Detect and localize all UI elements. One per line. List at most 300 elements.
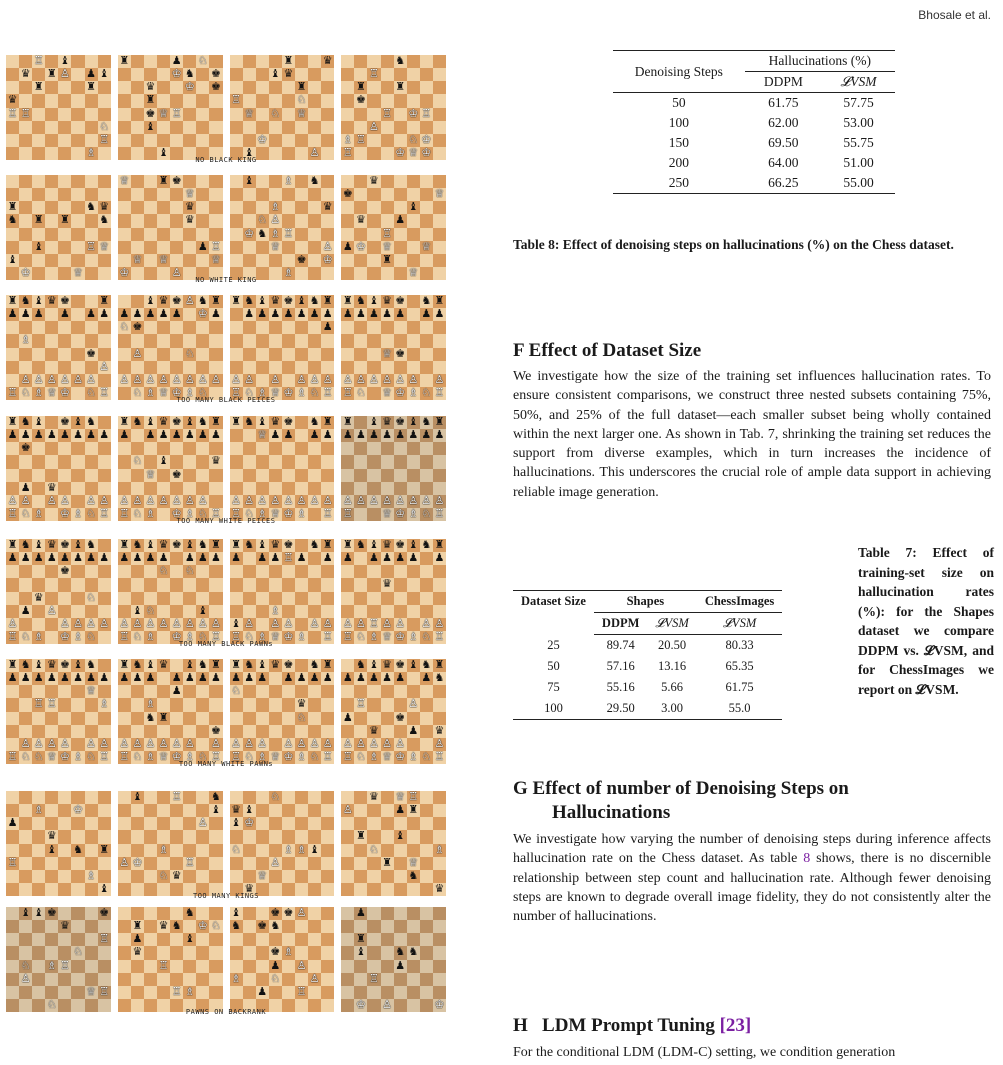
chess-piece: ♝: [244, 146, 255, 159]
chess-piece: ♙: [408, 698, 419, 711]
chess-piece: ♘: [46, 998, 57, 1011]
chess-piece: ♙: [20, 737, 31, 750]
chess-piece: ♚: [395, 295, 406, 308]
chess-piece: ♛: [270, 295, 281, 308]
chess-piece: ♟: [421, 429, 432, 442]
chess-piece: ♔: [395, 507, 406, 520]
t7-cell: 55.0: [697, 698, 782, 720]
chess-board: [230, 295, 335, 400]
chess-piece: ♟: [408, 724, 419, 737]
chess-piece: ♟: [20, 481, 31, 494]
running-head: Bhosale et al.: [918, 8, 991, 22]
section-h-paragraph: For the conditional LDM (LDM-C) setting, we condition generation: [513, 1045, 896, 1060]
chess-piece: ♕: [382, 750, 393, 763]
chess-piece: ♖: [355, 133, 366, 146]
chess-piece: ♖: [7, 630, 18, 643]
chess-piece: ♘: [244, 507, 255, 520]
chess-piece: ♟: [20, 604, 31, 617]
chess-board: [230, 659, 335, 764]
t8-sub-header: DDPM: [745, 72, 822, 93]
chess-piece: ♛: [434, 724, 445, 737]
chess-piece: ♚: [59, 565, 70, 578]
chess-piece: ♟: [395, 552, 406, 565]
chess-piece: ♚: [283, 539, 294, 552]
chess-piece: ♖: [171, 985, 182, 998]
chess-piece: ♙: [322, 737, 333, 750]
chess-piece: ♚: [59, 416, 70, 429]
chess-piece: ♟: [257, 672, 268, 685]
chess-piece: ♙: [244, 373, 255, 386]
chess-piece: ♖: [46, 698, 57, 711]
chess-piece: ♛: [283, 68, 294, 81]
chess-piece: ♛: [369, 791, 379, 804]
chess-piece: ♖: [7, 750, 18, 763]
chess-piece: ♘: [421, 386, 432, 399]
section-f-title: F Effect of Dataset Size: [513, 340, 702, 361]
chess-piece: ♘: [197, 750, 208, 763]
chess-piece: ♞: [395, 946, 406, 959]
chess-piece: ♔: [171, 507, 182, 520]
chess-piece: ♟: [395, 214, 406, 227]
chess-piece: ♟: [86, 672, 97, 685]
chess-piece: ♚: [171, 468, 182, 481]
chess-piece: ♜: [59, 214, 70, 227]
section-g-title: [513, 777, 991, 825]
chess-piece: ♟: [119, 429, 130, 442]
chess-piece: ♚: [395, 539, 406, 552]
figure-row: [6, 416, 446, 525]
table-7: [513, 590, 782, 720]
section-h-title: H LDM Prompt Tuning [23]: [513, 1015, 752, 1036]
chess-board: [341, 539, 446, 644]
chess-piece: ♚: [270, 907, 281, 920]
chess-board: [230, 539, 335, 644]
figure-row: [6, 659, 446, 768]
chess-piece: ♜: [231, 659, 241, 672]
chess-piece: ♛: [382, 295, 393, 308]
chess-piece: ♜: [211, 659, 221, 672]
chess-piece: ♝: [99, 882, 110, 895]
chess-piece: ♚: [283, 659, 294, 672]
chess-piece: ♟: [145, 672, 156, 685]
chess-piece: ♟: [197, 552, 208, 565]
figure-row: [6, 175, 446, 284]
chess-piece: ♞: [211, 791, 221, 804]
chess-piece: ♟: [382, 672, 393, 685]
chess-piece: ♕: [296, 107, 307, 120]
chess-piece: ♟: [86, 429, 97, 442]
chess-piece: ♖: [20, 107, 31, 120]
chess-piece: ♜: [322, 659, 333, 672]
chess-piece: ♙: [296, 907, 307, 920]
chess-piece: ♚: [145, 107, 156, 120]
chess-piece: ♟: [270, 308, 281, 321]
figure-row: [6, 907, 446, 1016]
chess-piece: ♗: [33, 630, 44, 643]
chess-piece: ♘: [86, 386, 97, 399]
chess-piece: ♝: [33, 907, 44, 920]
chess-piece: ♝: [99, 68, 110, 81]
table-7-caption: Table 7: Effect of training-set size on hallucination rates (%): for the Shapes dataset we compare DDPM vs. 𝓛VSM, and for ChessImages we report on 𝓛VSM.: [858, 545, 994, 697]
figure-row-caption: PAWNS ON BACKRANK: [185, 1008, 267, 1016]
chess-piece: ♙: [270, 494, 281, 507]
figure-row-caption: TOO MANY WHITE PEICES: [176, 517, 276, 525]
chess-piece: ♘: [86, 591, 97, 604]
chess-piece: ♚: [132, 321, 143, 334]
chess-piece: ♟: [59, 308, 70, 321]
chess-piece: ♟: [382, 308, 393, 321]
chess-piece: ♙: [342, 494, 353, 507]
chess-piece: ♛: [382, 578, 393, 591]
chess-board: [6, 175, 111, 280]
chess-piece: ♖: [342, 507, 353, 520]
chess-piece: ♖: [296, 985, 307, 998]
chess-piece: ♔: [283, 750, 294, 763]
chess-piece: ♟: [355, 308, 366, 321]
chess-piece: ♙: [99, 494, 110, 507]
chess-piece: ♘: [86, 507, 97, 520]
chess-piece: ♛: [46, 659, 57, 672]
chess-piece: ♙: [46, 373, 57, 386]
chess-piece: ♖: [211, 630, 221, 643]
table-ref[interactable]: 8: [803, 851, 811, 867]
chess-piece: ♙: [211, 373, 221, 386]
t8-cell: 64.00: [768, 155, 799, 170]
chess-piece: ♜: [211, 295, 221, 308]
chess-piece: ♟: [158, 308, 169, 321]
chess-piece: ♔: [73, 804, 83, 817]
chess-piece: ♘: [270, 791, 281, 804]
chess-piece: ♝: [145, 416, 156, 429]
chess-piece: ♔: [257, 133, 268, 146]
chess-piece: ♟: [158, 552, 169, 565]
chess-piece: ♟: [145, 429, 156, 442]
chess-piece: ♔: [434, 998, 445, 1011]
chess-piece: ♟: [270, 429, 281, 442]
chess-piece: ♖: [7, 386, 18, 399]
chess-piece: ♘: [20, 959, 31, 972]
chess-piece: ♞: [86, 659, 97, 672]
chess-piece: ♚: [86, 347, 97, 360]
t8-col-header: Denoising Steps: [613, 51, 745, 93]
chess-piece: ♕: [421, 240, 432, 253]
chess-piece: ♜: [231, 539, 241, 552]
chess-piece: ♞: [355, 659, 366, 672]
figure-row-caption: TOO MANY WHITE PAWNs: [178, 760, 274, 768]
chess-piece: ♚: [296, 253, 307, 266]
chess-piece: ♙: [309, 617, 320, 630]
chess-piece: ♗: [184, 386, 195, 399]
chess-piece: ♞: [395, 55, 406, 68]
chess-piece: ♖: [408, 791, 419, 804]
chess-piece: ♞: [309, 539, 320, 552]
chess-piece: ♝: [33, 659, 44, 672]
chess-piece: ♜: [342, 539, 353, 552]
chess-piece: ♜: [158, 711, 169, 724]
chess-piece: ♚: [257, 920, 268, 933]
chess-piece: ♜: [7, 539, 18, 552]
chess-piece: ♙: [132, 373, 143, 386]
chess-piece: ♛: [158, 416, 169, 429]
chess-piece: ♟: [342, 429, 353, 442]
chess-piece: ♔: [197, 920, 208, 933]
chess-piece: ♘: [132, 507, 143, 520]
chess-piece: ♕: [270, 507, 281, 520]
chess-piece: ♟: [145, 308, 156, 321]
chess-piece: ♛: [33, 591, 44, 604]
chess-piece: ♟: [421, 308, 432, 321]
chess-piece: ♞: [86, 416, 97, 429]
chess-piece: ♖: [283, 227, 294, 240]
chess-piece: ♙: [395, 373, 406, 386]
chess-piece: ♛: [382, 539, 393, 552]
chess-piece: ♘: [197, 55, 208, 68]
chess-piece: ♝: [257, 539, 268, 552]
section-g-title-line2: Hallucinations: [552, 802, 671, 823]
chess-piece: ♙: [395, 617, 406, 630]
chess-piece: ♙: [184, 295, 195, 308]
chess-piece: ♙: [270, 373, 281, 386]
chess-piece: ♞: [408, 869, 419, 882]
chess-piece: ♕: [382, 630, 393, 643]
chess-piece: ♖: [342, 630, 353, 643]
t8-cell: 61.75: [768, 95, 799, 110]
chess-piece: ♘: [73, 946, 83, 959]
figure-row-caption: NO BLACK KING: [195, 156, 257, 164]
chess-piece: ♛: [46, 830, 57, 843]
chess-piece: ♝: [369, 539, 379, 552]
chess-piece: ♕: [184, 188, 195, 201]
chess-piece: ♔: [244, 817, 255, 830]
chess-piece: ♟: [20, 308, 31, 321]
chess-piece: ♞: [355, 295, 366, 308]
chess-piece: ♟: [434, 552, 445, 565]
chess-piece: ♞: [132, 539, 143, 552]
chess-piece: ♙: [322, 240, 333, 253]
chess-piece: ♘: [20, 386, 31, 399]
chess-board: [6, 295, 111, 400]
chess-piece: ♗: [86, 146, 97, 159]
chess-piece: ♟: [184, 672, 195, 685]
chess-piece: ♝: [145, 539, 156, 552]
chess-piece: ♙: [369, 373, 379, 386]
chess-piece: ♔: [395, 750, 406, 763]
chess-piece: ♝: [231, 617, 241, 630]
chess-piece: ♙: [355, 373, 366, 386]
chess-piece: ♞: [171, 920, 182, 933]
chess-piece: ♔: [283, 386, 294, 399]
chess-piece: ♝: [132, 604, 143, 617]
chess-piece: ♗: [270, 604, 281, 617]
chess-piece: ♙: [244, 737, 255, 750]
chess-piece: ♙: [119, 856, 130, 869]
figure-row-caption: TOO MANY BLACK PEICES: [176, 396, 276, 404]
chess-piece: ♜: [99, 295, 110, 308]
chess-piece: ♖: [99, 133, 110, 146]
chess-piece: ♟: [309, 308, 320, 321]
chess-piece: ♝: [244, 175, 255, 188]
chess-piece: ♖: [184, 856, 195, 869]
chess-board: [118, 791, 223, 896]
chess-piece: ♛: [46, 481, 57, 494]
chess-piece: ♔: [197, 308, 208, 321]
chess-piece: ♟: [309, 429, 320, 442]
t8-cell: 100: [668, 115, 689, 130]
chess-piece: ♛: [355, 214, 366, 227]
chess-board: [118, 539, 223, 644]
chess-piece: ♜: [296, 81, 307, 94]
chess-piece: ♚: [59, 659, 70, 672]
chess-piece: ♗: [73, 750, 83, 763]
chess-piece: ♞: [7, 214, 18, 227]
chess-piece: ♗: [145, 507, 156, 520]
chess-piece: ♘: [244, 386, 255, 399]
chess-piece: ♕: [382, 386, 393, 399]
chess-piece: ♙: [7, 494, 18, 507]
chess-piece: ♟: [382, 429, 393, 442]
chess-piece: ♟: [59, 552, 70, 565]
chess-piece: ♘: [86, 750, 97, 763]
chess-piece: ♖: [382, 107, 393, 120]
chess-piece: ♜: [382, 253, 393, 266]
chess-piece: ♝: [408, 659, 419, 672]
chess-piece: ♚: [59, 295, 70, 308]
chess-piece: ♙: [59, 617, 70, 630]
chess-piece: ♙: [421, 494, 432, 507]
chess-piece: ♗: [270, 201, 281, 214]
chess-piece: ♖: [171, 107, 182, 120]
chess-piece: ♞: [355, 539, 366, 552]
t8-cell: 62.00: [768, 115, 799, 130]
chess-piece: ♙: [145, 617, 156, 630]
chess-piece: ♙: [296, 959, 307, 972]
chess-piece: ♕: [408, 146, 419, 159]
chess-piece: ♕: [257, 869, 268, 882]
chess-piece: ♙: [434, 494, 445, 507]
chess-piece: ♜: [33, 81, 44, 94]
chess-piece: ♜: [322, 295, 333, 308]
chess-piece: ♜: [231, 295, 241, 308]
figure-row-caption: TOO MANY KINGS: [192, 892, 259, 900]
chess-piece: ♟: [355, 907, 366, 920]
chess-piece: ♜: [119, 55, 130, 68]
chess-piece: ♖: [231, 750, 241, 763]
chess-piece: ♝: [231, 817, 241, 830]
chess-piece: ♙: [211, 737, 221, 750]
chess-piece: ♘: [296, 94, 307, 107]
chess-piece: ♘: [309, 750, 320, 763]
chess-piece: ♖: [33, 55, 44, 68]
chess-piece: ♙: [408, 373, 419, 386]
chess-piece: ♙: [184, 373, 195, 386]
chess-piece: ♜: [33, 214, 44, 227]
chess-piece: ♝: [408, 416, 419, 429]
chess-piece: ♔: [421, 146, 432, 159]
t7-cell: 55.16: [606, 680, 635, 694]
t8-cell: 55.00: [822, 173, 895, 194]
chess-piece: ♜: [434, 659, 445, 672]
chess-piece: ♞: [244, 539, 255, 552]
chess-piece: ♟: [395, 804, 406, 817]
chess-piece: ♗: [158, 843, 169, 856]
chess-piece: ♗: [257, 386, 268, 399]
chess-piece: ♟: [369, 308, 379, 321]
chess-piece: ♞: [231, 920, 241, 933]
chess-piece: ♟: [322, 552, 333, 565]
chess-piece: ♟: [86, 68, 97, 81]
chess-piece: ♗: [283, 843, 294, 856]
chess-piece: ♜: [355, 81, 366, 94]
chess-piece: ♞: [309, 659, 320, 672]
chess-piece: ♘: [309, 386, 320, 399]
chess-piece: ♙: [184, 617, 195, 630]
t7-cell: 61.75: [725, 680, 754, 694]
chess-piece: ♕: [434, 188, 445, 201]
chess-piece: ♙: [158, 494, 169, 507]
chess-piece: ♖: [99, 386, 110, 399]
chess-piece: ♟: [33, 552, 44, 565]
chess-piece: ♖: [322, 630, 333, 643]
chess-piece: ♖: [434, 750, 445, 763]
chess-piece: ♔: [59, 750, 70, 763]
chess-piece: ♙: [145, 737, 156, 750]
chess-board: [118, 295, 223, 400]
t8-cell: 50: [672, 95, 686, 110]
chess-piece: ♘: [132, 386, 143, 399]
chess-piece: ♟: [145, 552, 156, 565]
chess-piece: ♙: [270, 617, 281, 630]
chess-piece: ♝: [211, 804, 221, 817]
chess-piece: ♜: [434, 539, 445, 552]
chess-piece: ♚: [46, 907, 57, 920]
chess-piece: ♙: [20, 494, 31, 507]
chess-piece: ♙: [257, 494, 268, 507]
citation-link[interactable]: [23]: [719, 1015, 752, 1036]
chess-piece: ♕: [73, 266, 83, 279]
chess-piece: ♟: [421, 672, 432, 685]
chess-piece: ♟: [46, 672, 57, 685]
chess-piece: ♕: [270, 386, 281, 399]
chess-piece: ♖: [369, 68, 379, 81]
chess-piece: ♟: [355, 672, 366, 685]
chess-piece: ♜: [231, 416, 241, 429]
chess-board: [341, 791, 446, 896]
chess-board: [341, 659, 446, 764]
chess-piece: ♗: [408, 386, 419, 399]
chess-piece: ♙: [342, 737, 353, 750]
chess-piece: ♟: [33, 308, 44, 321]
chess-piece: ♙: [309, 737, 320, 750]
chess-piece: ♖: [119, 507, 130, 520]
chess-piece: ♟: [283, 429, 294, 442]
chess-piece: ♟: [322, 308, 333, 321]
chess-piece: ♗: [296, 843, 307, 856]
chess-piece: ♜: [211, 416, 221, 429]
chess-piece: ♙: [395, 494, 406, 507]
chess-piece: ♜: [322, 539, 333, 552]
chess-piece: ♘: [132, 630, 143, 643]
chess-piece: ♖: [231, 507, 241, 520]
chess-piece: ♙: [382, 617, 393, 630]
chess-piece: ♟: [322, 321, 333, 334]
chess-piece: ♗: [342, 133, 353, 146]
chess-piece: ♝: [132, 791, 143, 804]
chess-piece: ♗: [20, 334, 31, 347]
chess-board: [6, 539, 111, 644]
figure-row: [6, 791, 446, 900]
chess-piece: ♝: [395, 830, 406, 843]
chess-piece: ♛: [211, 455, 221, 468]
